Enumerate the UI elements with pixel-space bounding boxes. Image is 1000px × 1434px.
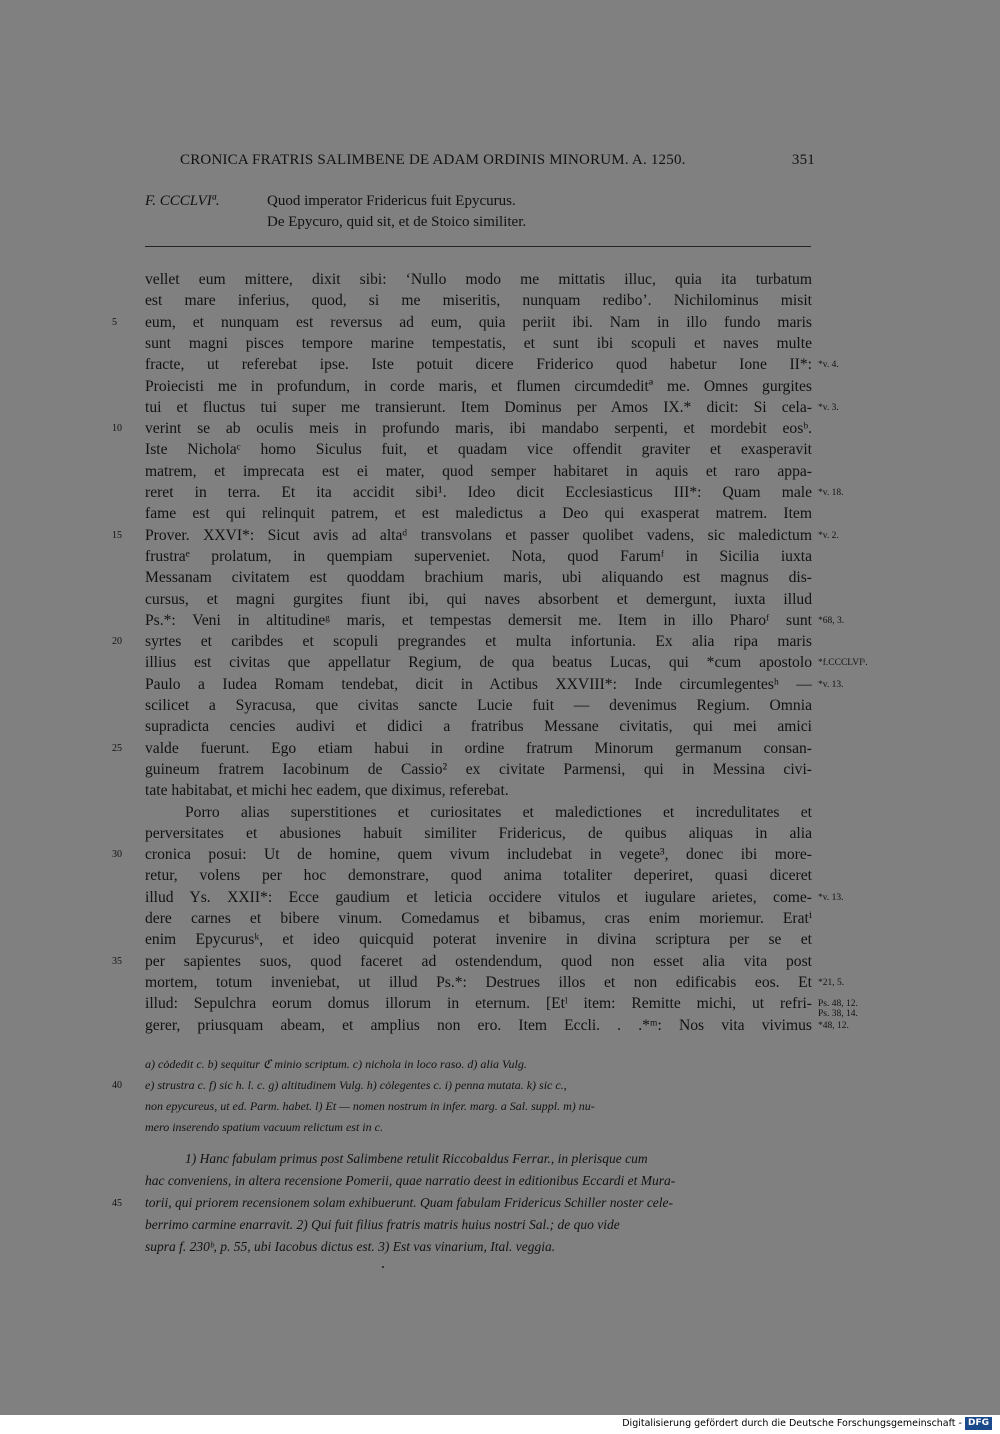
margin-reference: Ps. 38, 14. <box>818 1008 858 1019</box>
text-line: mortem, totum inveniebat, ut illud Ps.*: Destrues illos et non edificabis eos. Et <box>145 973 812 991</box>
credit-text: Digitalisierung gefördert durch die Deutsche Forschungsgemeinschaft - <box>622 1418 962 1429</box>
line-number: 45 <box>112 1198 122 1209</box>
text-line: Porro alias superstitiones et curiositates et maledictiones et incredulitates et <box>185 803 812 821</box>
text-line: matrem, et imprecata est ei mater, quod semper habitaret in aquis et raro appa- <box>145 462 812 480</box>
digitization-credit <box>622 1417 992 1430</box>
text-line: gerer, priusquam abeam, et amplius non ero. Item Eccli. . .*ᵐ: Nos vita vivimus <box>145 1016 812 1034</box>
margin-reference: *v. 13. <box>818 679 844 690</box>
text-line: reret in terra. Et ita accidit sibi¹. Ideo dicit Ecclesiasticus III*: Quam male <box>145 484 812 501</box>
text-line: Prover. XXVI*: Sicut avis ad altaᵈ transvolans et passer quolibet vadens, sic maledictum <box>145 526 812 544</box>
line-number: 10 <box>112 423 122 435</box>
line-number: 30 <box>112 849 122 861</box>
commentary-line: berrimo carmine enarravit. 2) Qui fuit filius fratris matris huius nostri Sal.; de quo vide <box>145 1217 620 1232</box>
margin-reference: *48, 12. <box>818 1020 849 1031</box>
page-number: 351 <box>791 152 815 168</box>
text-line: enim Epycurusᵏ, et ideo quicquid poterat invenire in divina scriptura per se et <box>145 931 812 949</box>
text-line: frustraᵉ prolatum, in quempiam superveniet. Nota, quod Farumᶠ in Sicilia iuxta <box>145 547 812 565</box>
margin-reference: *v. 13. <box>818 892 844 903</box>
text-line: Ps.*: Veni in altitudineᵍ maris, et tempestas demersit me. Item in illo Pharoᶠ sunt <box>145 611 812 629</box>
text-line: est mare inferius, quod, si me miseritis, nunquam redibo’. Nichilominus misit <box>145 292 812 310</box>
apparatus-line: mero inserendo spatium vacuum relictum est in c. <box>145 1120 383 1134</box>
text-line: tate habitabat, et michi hec eadem, que diximus, referebat. <box>145 782 509 800</box>
line-number: 25 <box>112 742 122 754</box>
page-dot <box>382 1266 384 1268</box>
line-number: 40 <box>112 1080 122 1091</box>
text-line: guineum fratrem Iacobinum de Cassio² ex civitate Parmensi, qui in Messina civi- <box>145 760 812 778</box>
text-line: fracte, ut referebat ipse. Iste potuit dicere Friderico quod habetur Ione II*: <box>145 356 812 374</box>
text-line: perversitates et abusiones habuit similiter Fridericus, de quibus aliquas in alia <box>145 824 812 842</box>
text-line: fame est qui relinquit patrem, et est maledictus a Deo qui exasperat matrem. Item <box>145 505 812 523</box>
margin-reference: *68, 3. <box>818 615 845 626</box>
margin-reference: *21, 5. <box>818 977 845 988</box>
folio-title-2: De Epycuro, quid sit, et de Stoico similiter. <box>267 214 527 230</box>
text-line: illud: Sepulchra eorum domus illorum in eternum. [Etˡ item: Remitte michi, ut refri- <box>145 995 812 1013</box>
line-number: 35 <box>112 955 122 967</box>
margin-reference: *v. 3. <box>818 402 839 413</box>
header-rule <box>145 246 811 247</box>
margin-reference: *v. 2. <box>818 530 839 541</box>
commentary-line: 1) Hanc fabulam primus post Salimbene retulit Riccobaldus Ferrar., in plerisque cum <box>185 1151 648 1166</box>
text-line: verint se ab oculis meis in profundo maris, ibi mandabo serpenti, et mordebit eosᵇ. <box>145 420 812 438</box>
line-number: 5 <box>112 316 117 328</box>
text-line: scilicet a Syracusa, que civitas sancte Lucie fuit — devenimus Regium. Omnia <box>145 697 812 714</box>
text-line: illius est civitas que appellatur Regium, de qua beatus Lucas, qui *cum apostolo <box>145 654 812 672</box>
text-line: Proiecisti me in profundum, in corde maris, et flumen circumdeditª me. Omnes gurgites <box>145 377 812 395</box>
text-line: cursus, et magni gurgites fiunt ibi, qui naves absorbent et demergunt, iuxta illud <box>145 590 812 608</box>
margin-reference: *v. 4. <box>818 360 839 371</box>
text-line: eum, et nunquam est reversus ad eum, quia periit ibi. Nam in illo fundo maris <box>145 313 812 331</box>
text-line: dere carnes et bibere vinum. Comedamus et bibamus, cras enim moriemur. Eratⁱ <box>145 910 812 927</box>
text-line: retur, volens per hoc demonstrare, quod anima totaliter deperiret, quasi diceret <box>145 867 812 885</box>
margin-reference: Ps. 48, 12. <box>818 999 858 1010</box>
text-line: Messanam civitatem est quoddam brachium maris, ubi aliquando est magnus dis- <box>145 569 812 587</box>
text-line: per sapientes suos, quod faceret ad ostendendum, quod non esset alia vita post <box>145 952 812 970</box>
text-line: valde fuerunt. Ego etiam habui in ordine fratrum Minorum germanum consan- <box>145 739 812 757</box>
commentary-line: hac conveniens, in altera recensione Pomerii, quae narratio deest in editionibus Eccardi et Mura- <box>145 1173 676 1188</box>
dfg-logo: DFG <box>965 1417 992 1430</box>
text-line: illud Ys. XXII*: Ecce gaudium et leticia occidere vitulos et iugulare arietes, come- <box>145 888 812 906</box>
text-line: tui et fluctus tui super me transierunt. Item Dominus per Amos IX.* dicit: Si cela- <box>145 398 812 416</box>
text-line: supradicta cencies audivi et didici a fratribus Messane civitatis, qui mei amici <box>145 718 812 736</box>
apparatus-line: a) cȯdedit c. b) sequitur ℭ minio scriptum. c) nichola in loco raso. d) alia Vulg. <box>145 1057 527 1071</box>
running-title: CRONICA FRATRIS SALIMBENE DE ADAM ORDINIS MINORUM. A. 1250. <box>180 152 686 168</box>
folio-title-1: Quod imperator Fridericus fuit Epycurus. <box>267 193 516 209</box>
text-line: cronica posui: Ut de homine, quem vivum includebat in vegete³, donec ibi more- <box>145 846 812 864</box>
folio-mark: F. CCCLVIª. <box>145 193 220 209</box>
line-number: 20 <box>112 636 122 648</box>
line-number: 15 <box>112 529 122 541</box>
commentary-line: supra f. 230ᵇ, p. 55, ubi Iacobus dictus est. 3) Est vas vinarium, Ital. veggia. <box>145 1239 556 1254</box>
text-line: Paulo a Iudea Romam tendebat, dicit in Actibus XXVIII*: Inde circumlegentesʰ — <box>145 675 812 693</box>
running-header <box>180 152 815 169</box>
text-line: sunt magni pisces tempore marine tempestatis, et sunt ibi scopuli et naves multe <box>145 334 812 352</box>
margin-reference: *v. 18. <box>818 488 844 498</box>
folio-heading <box>145 193 527 230</box>
text-line: syrtes et caribdes et scopuli pregrandes et multa infortunia. Ex alia ripa maris <box>145 633 812 651</box>
commentary-line: torii, qui priorem recensionem solam exhibuerunt. Quam fabulam Fridericus Schiller noster cele- <box>145 1195 674 1210</box>
apparatus-line: e) strustra c. f) sic h. l. c. g) altitudinem Vulg. h) cȯlegentes c. i) penna mutata. k) sic c., <box>145 1078 567 1092</box>
text-line: vellet eum mittere, dixit sibi: ‘Nullo modo me mittatis illuc, quia ita turbatum <box>145 271 812 288</box>
margin-reference: *f.CCCLVIᵇ. <box>818 658 868 669</box>
apparatus-line: non epycureus, ut ed. Parm. habet. l) Et — nomen nostrum in infer. marg. a Sal. suppl. m) nu- <box>145 1099 595 1113</box>
text-line: Iste Nicholaᶜ homo Siculus fuit, et quadam vice offendit graviter et exasperavit <box>145 441 812 459</box>
